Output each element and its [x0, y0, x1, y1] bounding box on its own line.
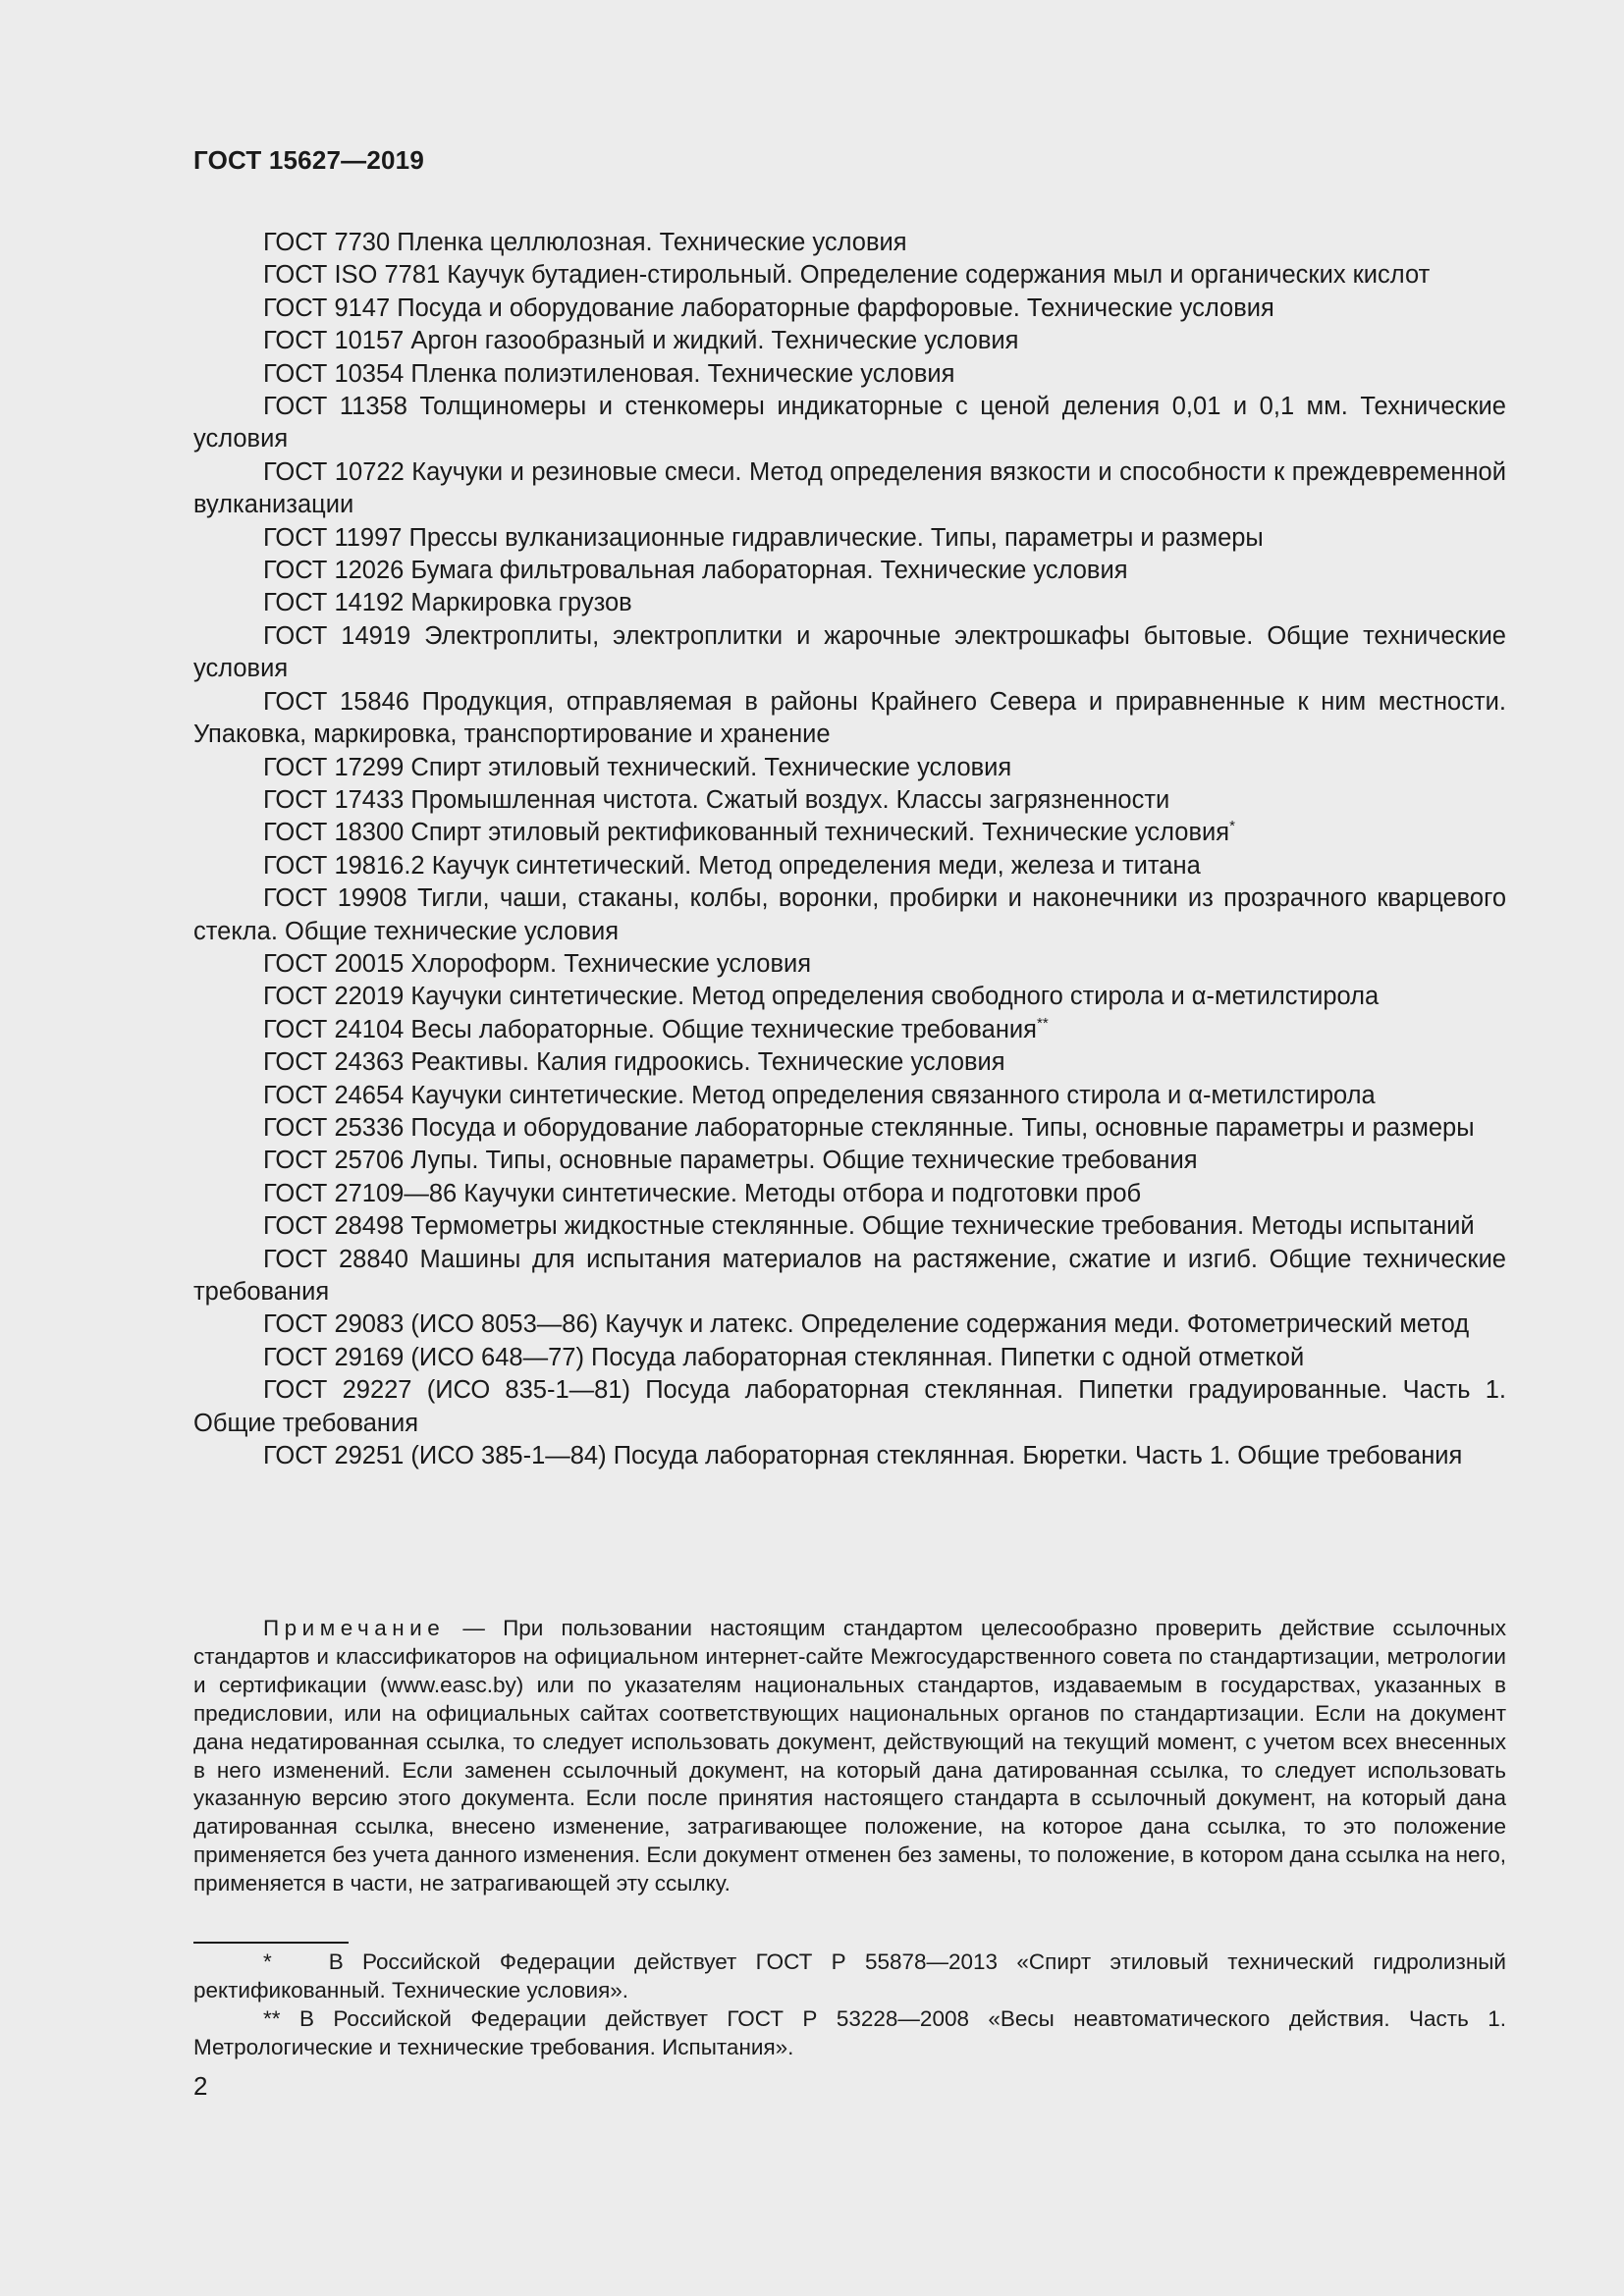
reference-item: ГОСТ 29083 (ИСО 8053—86) Каучук и латекс. Определение содержания меди. Фотометрический метод [263, 1310, 1470, 1339]
footnote-mark: ** [1037, 1014, 1049, 1032]
reference-item: ГОСТ 28498 Термометры жидкостные стеклянные. Общие технические требования. Методы испытаний [263, 1212, 1475, 1241]
footnote [193, 2005, 1506, 2062]
reference-item: ГОСТ 29251 (ИСО 385-1—84) Посуда лабораторная стеклянная. Бюретки. Часть 1. Общие требования [263, 1442, 1463, 1470]
footnote-text: В Российской Федерации действует ГОСТ Р 53228—2008 «Весы неавтоматического действия. Часть 1. Метрологические и технические требования. Испытания». [193, 2005, 1506, 2059]
reference-item: ГОСТ 12026 Бумага фильтровальная лабораторная. Технические условия [263, 557, 1128, 585]
reference-item [193, 817, 1506, 849]
reference-item: ГОСТ 27109—86 Каучуки синтетические. Методы отбора и подготовки проб [263, 1179, 1142, 1207]
reference-item: ГОСТ 7730 Пленка целлюлозная. Технические условия [263, 229, 907, 256]
footnote-text: В Российской Федерации действует ГОСТ Р 55878—2013 «Спирт этиловый технический гидролизный ректификованный. Технические условия». [193, 1949, 1506, 2002]
reference-text: ГОСТ 18300 Спирт этиловый ректификованный технический. Технические условия [263, 819, 1230, 847]
footnote-mark: ** [263, 2005, 281, 2031]
reference-item: ГОСТ 15846 Продукция, отправляемая в районы Крайнего Севера и приравненные к ним местности. Упаковка, маркировка, транспортирование и хранение [193, 687, 1506, 749]
footnotes [193, 1949, 1506, 2062]
reference-item: ГОСТ 11997 Прессы вулканизационные гидравлические. Типы, параметры и размеры [263, 523, 1264, 552]
page-number: 2 [193, 2071, 208, 2101]
reference-item: ГОСТ 29227 (ИСО 835-1—81) Посуда лабораторная стеклянная. Пипетки градуированные. Часть 1. Общие требования [193, 1376, 1506, 1437]
reference-item: ГОСТ 17299 Спирт этиловый технический. Технические условия [263, 753, 1012, 781]
reference-item: ГОСТ 24654 Каучуки синтетические. Метод определения связанного стирола и α-метилстирола [263, 1081, 1376, 1109]
reference-item: ГОСТ 29169 (ИСО 648—77) Посуда лабораторная стеклянная. Пипетки с одной отметкой [263, 1343, 1305, 1371]
note-block [193, 1615, 1506, 1898]
note-label: Примечание [263, 1616, 446, 1640]
reference-item: ГОСТ 24363 Реактивы. Калия гидроокись. Технические условия [263, 1048, 1005, 1077]
footnote-mark: * [263, 1949, 272, 1974]
reference-item: ГОСТ 25706 Лупы. Типы, основные параметры. Общие технические требования [263, 1147, 1198, 1175]
note-text: — При пользовании настоящим стандартом целесообразно проверить действие ссылочных стандартов и классификаторов на официальном интернет-сайте Межгосударственного совета по стандартизации, метрологии и сертификации (www.easc.by) или по указателям национальных стандартов, издаваемым в государствах, указанных в предисловии, или на официальных сайтах соответствующих национальных органов по стандартизации. Если на документ дана недатированная ссылка, то следует использовать документ, действующий на текущий момент, с учетом всех внесенных в него изменений. Если заменен ссылочный документ, на который дана датированная ссылка, то следует использовать указанную версию этого документа. Если после принятия настоящего стандарта в ссылочный документ, на который дана датированная ссылка, внесено изменение, затрагивающее положение, на которое дана ссылка, то это положение применяется без учета данного изменения. Если документ отменен без замены, то положение, в котором дана ссылка на него, применяется в части, не затрагивающей эту ссылку. [193, 1616, 1506, 1896]
reference-item: ГОСТ 10157 Аргон газообразный и жидкий. Технические условия [263, 327, 1019, 355]
reference-item: ГОСТ 22019 Каучуки синтетические. Метод определения свободного стирола и α-метилстирола [263, 983, 1380, 1011]
reference-item: ГОСТ 10354 Пленка полиэтиленовая. Технические условия [263, 359, 955, 388]
reference-item: ГОСТ 11358 Толщиномеры и стенкомеры индикаторные с ценой деления 0,01 и 0,1 мм. Технические условия [193, 393, 1506, 454]
normative-references [193, 227, 1506, 1472]
reference-item: ГОСТ 14192 Маркировка грузов [263, 589, 632, 617]
reference-item: ГОСТ 28840 Машины для испытания материалов на растяжение, сжатие и изгиб. Общие технические требования [193, 1245, 1506, 1306]
reference-item [193, 1014, 1506, 1046]
reference-item: ГОСТ 17433 Промышленная чистота. Сжатый воздух. Классы загрязненности [263, 785, 1170, 814]
note-paragraph [193, 1615, 1506, 1898]
footnote [193, 1949, 1506, 2005]
reference-item: ГОСТ ISO 7781 Каучук бутадиен-стирольный. Определение содержания мыл и органических кислот [263, 261, 1431, 290]
document-header: ГОСТ 15627—2019 [193, 145, 424, 175]
reference-text: ГОСТ 24104 Весы лабораторные. Общие технические требования [263, 1015, 1037, 1043]
reference-item: ГОСТ 9147 Посуда и оборудование лабораторные фарфоровые. Технические условия [263, 294, 1274, 322]
reference-item: ГОСТ 19908 Тигли, чаши, стаканы, колбы, воронки, пробирки и наконечники из прозрачного кварцевого стекла. Общие технические условия [193, 884, 1506, 945]
reference-item: ГОСТ 25336 Посуда и оборудование лабораторные стеклянные. Типы, основные параметры и размеры [263, 1113, 1475, 1142]
footnote-mark: * [1229, 818, 1235, 835]
reference-item: ГОСТ 14919 Электроплиты, электроплитки и жарочные электрошкафы бытовые. Общие технические условия [193, 621, 1506, 683]
reference-item: ГОСТ 20015 Хлороформ. Технические условия [263, 949, 812, 978]
reference-item: ГОСТ 10722 Каучуки и резиновые смеси. Метод определения вязкости и способности к преждевременной вулканизации [193, 457, 1506, 519]
reference-item: ГОСТ 19816.2 Каучук синтетический. Метод определения меди, железа и титана [263, 851, 1201, 880]
footnote-separator [193, 1942, 349, 1944]
